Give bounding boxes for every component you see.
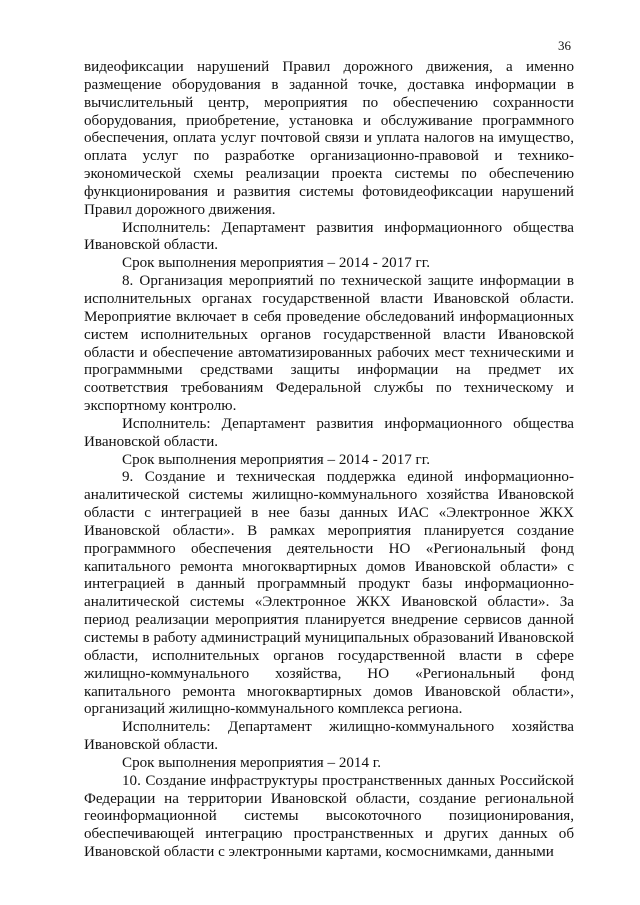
paragraph-executor: Исполнитель: Департамент развития информационного общества Ивановской области. [84, 415, 574, 450]
paragraph-continuation: видеофиксации нарушений Правил дорожного движения, а именно размещение оборудования в заданной точке, доставка информации в вычислительный центр, мероприятия по обеспечению сохранности оборудования, приобретение, установка и обслуживание программного обеспечения, оплата услуг почтовой связи и уплата налогов на имущество, оплата услуг по разработке организационно-правовой и технико-экономической схемы реализации проекта системы по обеспечению функционирования и развития системы фотовидеофиксации нарушений Правил дорожного движения. [84, 59, 574, 218]
paragraph-item-8: 8. Организация мероприятий по технической защите информации в исполнительных органах государственной власти Ивановской области. Мероприятие включает в себя проведение обследований информационных систем исполнительных органов государственной власти Ивановской области и обеспечение автоматизированных рабочих мест техническими и программными средствами защиты информации на предмет их соответствия требованиям Федеральной службы по техническому и экспортному контролю. [84, 273, 574, 415]
paragraph-deadline: Срок выполнения мероприятия – 2014 г. [122, 754, 382, 771]
paragraph-item-10: 10. Создание инфраструктуры пространственных данных Российской Федерации на территории Ивановской области, создание региональной геоинформационной системы высокоточного позиционирования, обеспечивающей интеграцию пространственных и других данных об Ивановской области с электронными картами, космоснимками, данными [84, 772, 574, 861]
paragraph-deadline: Срок выполнения мероприятия – 2014 - 2017 гг. [122, 255, 431, 272]
paragraph-deadline: Срок выполнения мероприятия – 2014 - 2017 гг. [122, 451, 431, 468]
paragraph-item-9: 9. Создание и техническая поддержка единой информационно-аналитической системы жилищно-коммунального хозяйства Ивановской области с интеграцией в нее базы данных ИАС «Электронное ЖКХ Ивановской области». В рамках мероприятия планируется создание программного обеспечения деятельности НО «Региональный фонд капитального ремонта многоквартирных домов Ивановской области» с интеграцией в данный программный продукт базы информационно-аналитической системы «Электронное ЖКХ Ивановской области». За период реализации мероприятия планируется внедрение сервисов данной системы в работу администраций муниципальных образований Ивановской области, исполнительных органов государственной власти в сфере жилищно-коммунального хозяйства, НО «Региональный фонд капитального ремонта многоквартирных домов Ивановской области», организаций жилищно-коммунального комплекса региона. [84, 469, 574, 718]
paragraph-executor: Исполнитель: Департамент развития информационного общества Ивановской области. [84, 219, 574, 254]
document-body [84, 59, 574, 862]
page-number: 36 [558, 38, 571, 53]
paragraph-executor: Исполнитель: Департамент жилищно-коммунального хозяйства Ивановской области. [84, 719, 574, 754]
